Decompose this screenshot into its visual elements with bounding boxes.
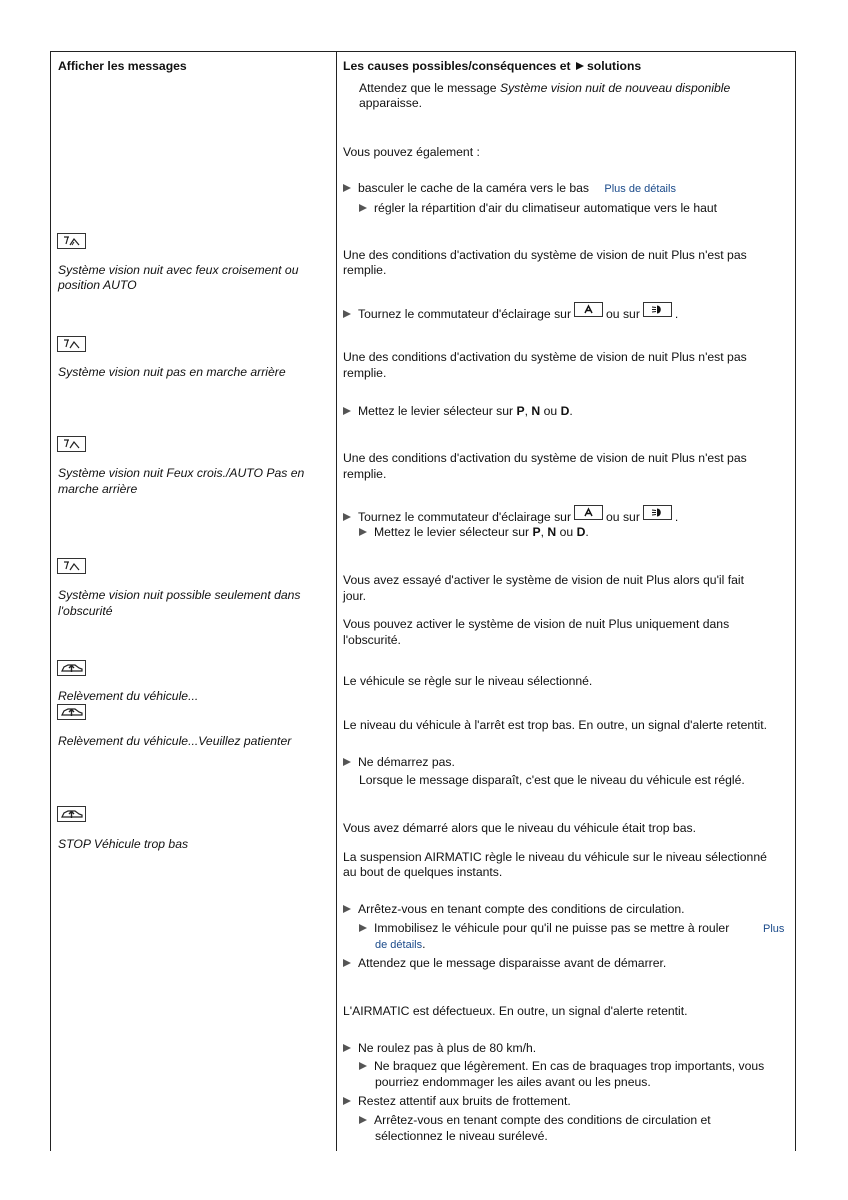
row6-message: Relèvement du véhicule...Veuillez patienter: [58, 734, 292, 748]
bullet-arrow-icon: [343, 184, 351, 192]
row4-message-a: Système vision nuit possible seulement dans: [58, 588, 301, 602]
vehicle-level-icon: [57, 660, 86, 676]
text: ,: [540, 525, 548, 539]
row7-subbullet2: [359, 1058, 764, 1074]
row1-message-b: position AUTO: [58, 278, 137, 292]
bullet-arrow-icon: [343, 758, 351, 766]
text: Arrêtez-vous en tenant compte des conditions de circulation.: [358, 902, 685, 916]
text: Ne roulez pas à plus de 80 km/h.: [358, 1041, 537, 1055]
row2-message: Système vision nuit pas en marche arrière: [58, 365, 286, 379]
row1-line1: Une des conditions d'activation du système de vision de nuit Plus n'est pas: [343, 248, 747, 262]
row3-line1: Une des conditions d'activation du système de vision de nuit Plus n'est pas: [343, 451, 747, 465]
row4-message-b: l'obscurité: [58, 604, 113, 618]
text: Tournez le commutateur d'éclairage sur: [358, 307, 572, 321]
row7-bullet3: [343, 1040, 536, 1056]
row1-message-a: Système vision nuit avec feux croisement ou: [58, 263, 299, 277]
light-switch-auto-icon: [574, 302, 603, 317]
bullet-arrow-icon: [359, 1062, 367, 1070]
text: .: [585, 525, 589, 539]
text: Tournez le commutateur d'éclairage sur: [358, 510, 572, 524]
row7-line10: pourriez endommager les ailes avant ou les pneus.: [375, 1075, 651, 1089]
text: Mettez le levier sélecteur sur: [358, 404, 517, 418]
table-left-border: [50, 51, 51, 1151]
night-vision-icon: [57, 436, 86, 452]
row3-bullet: [343, 505, 678, 525]
row0-line2: apparaisse.: [359, 96, 423, 110]
row0-subbullet1: [359, 200, 717, 216]
light-switch-auto-icon: [574, 505, 603, 520]
text: régler la répartition d'air du climatiseur automatique vers le haut: [374, 201, 718, 215]
details-link[interactable]: Plus de détails: [604, 183, 676, 195]
row3-message-b: marche arrière: [58, 482, 138, 496]
bullet-arrow-icon: [343, 407, 351, 415]
row4-line2: jour.: [343, 589, 367, 603]
bullet-arrow-icon: [359, 528, 367, 536]
gear-p: P: [516, 404, 525, 418]
text: Immobilisez le véhicule pour qu'il ne puisse pas se mettre à rouler: [374, 921, 730, 935]
row6-line1: Le niveau du véhicule à l'arrêt est trop bas. En outre, un signal d'alerte retentit.: [343, 718, 768, 732]
header-causes-text: Les causes possibles/conséquences et: [343, 59, 571, 73]
row7-bullet1: [343, 901, 685, 917]
table-top-border: [50, 51, 796, 52]
row3-line2: remplie.: [343, 467, 387, 481]
row7-bullet2: [343, 955, 666, 971]
row4-line4: l'obscurité.: [343, 633, 401, 647]
row4-line1: Vous avez essayé d'activer le système de vision de nuit Plus alors qu'il fait: [343, 573, 744, 587]
column-divider: [336, 51, 337, 1151]
details-link-part2-line: de détails.: [375, 937, 426, 951]
row2-line2: remplie.: [343, 366, 387, 380]
gear-d: D: [560, 404, 570, 418]
row0-line1: [359, 80, 730, 96]
text: .: [674, 510, 679, 524]
bullet-arrow-icon: [359, 924, 367, 932]
table-right-border: [795, 51, 796, 1151]
row0-bullet1: [343, 180, 676, 197]
row7-subbullet3: [359, 1112, 711, 1128]
row5-line1: Le véhicule se règle sur le niveau sélectionné.: [343, 674, 593, 688]
text: ou sur: [606, 510, 640, 524]
row7-line7: L'AIRMATIC est défectueux. En outre, un signal d'alerte retentit.: [343, 1004, 688, 1018]
row4-line3: Vous pouvez activer le système de vision de nuit Plus uniquement dans: [343, 617, 730, 631]
night-vision-icon: [57, 558, 86, 574]
bullet-arrow-icon: [343, 513, 351, 521]
text: Ne braquez que légèrement. En cas de braquages trop importants, vous: [374, 1059, 765, 1073]
row6-bullet: [343, 754, 455, 770]
text: Restez attentif aux bruits de frottement.: [358, 1094, 571, 1108]
column-header-causes: [343, 58, 641, 74]
row5-message: Relèvement du véhicule...: [58, 689, 199, 703]
text: ou sur: [606, 307, 640, 321]
row3-subbullet: [359, 524, 589, 540]
text: Ne démarrez pas.: [358, 755, 455, 769]
bullet-arrow-icon: [343, 1097, 351, 1105]
bullet-arrow-icon: [359, 204, 367, 212]
row7-line1: Vous avez démarré alors que le niveau du véhicule était trop bas.: [343, 821, 696, 835]
text: ,: [524, 404, 532, 418]
text: ou: [540, 404, 561, 418]
night-vision-icon: [57, 336, 86, 352]
text: .: [674, 307, 679, 321]
text: Attendez que le message: [359, 81, 500, 95]
row2-line1: Une des conditions d'activation du système de vision de nuit Plus n'est pas: [343, 350, 747, 364]
low-beam-icon: [643, 302, 672, 317]
text: .: [569, 404, 573, 418]
details-link-part1[interactable]: Plus: [763, 923, 785, 935]
text: Attendez que le message disparaisse avant de démarrer.: [358, 956, 667, 970]
vehicle-level-icon: [57, 806, 86, 822]
gear-n: N: [531, 404, 541, 418]
row6-line3: Lorsque le message disparaît, c'est que le niveau du véhicule est réglé.: [359, 773, 745, 787]
row2-bullet: [343, 403, 573, 419]
bullet-arrow-icon: [343, 905, 351, 913]
text: Arrêtez-vous en tenant compte des conditions de circulation et: [374, 1113, 711, 1127]
row7-bullet4: [343, 1093, 571, 1109]
row1-bullet: [343, 302, 678, 322]
row1-line2: remplie.: [343, 263, 387, 277]
row0-line3: Vous pouvez également :: [343, 145, 480, 159]
gear-d: D: [576, 525, 586, 539]
night-vision-icon: [57, 233, 86, 249]
bullet-arrow-icon: [343, 310, 351, 318]
bullet-arrow-icon: [343, 1044, 351, 1052]
row7-line2: La suspension AIRMATIC règle le niveau du véhicule sur le niveau sélectionné: [343, 850, 767, 864]
gear-n: N: [547, 525, 557, 539]
row3-message-a: Système vision nuit Feux crois./AUTO Pas en: [58, 466, 305, 480]
text: basculer le cache de la caméra vers le bas: [358, 181, 590, 195]
text: ou: [556, 525, 577, 539]
bullet-arrow-icon: [359, 1116, 367, 1124]
bullet-arrow-icon: [343, 959, 351, 967]
row7-line13: sélectionnez le niveau surélevé.: [375, 1129, 548, 1143]
row7-subbullet1: [359, 920, 729, 936]
low-beam-icon: [643, 505, 672, 520]
gear-p: P: [532, 525, 541, 539]
row7-line3: au bout de quelques instants.: [343, 865, 503, 879]
text: Mettez le levier sélecteur sur: [374, 525, 533, 539]
arrow-icon: [576, 62, 584, 70]
row7-message: STOP Véhicule trop bas: [58, 837, 189, 851]
vehicle-level-icon: [57, 704, 86, 720]
column-header-messages: Afficher les messages: [58, 59, 187, 73]
details-link-part2[interactable]: de détails: [375, 939, 423, 951]
header-solutions-text: solutions: [587, 59, 642, 73]
message-ref: Système vision nuit de nouveau disponible: [499, 81, 731, 95]
